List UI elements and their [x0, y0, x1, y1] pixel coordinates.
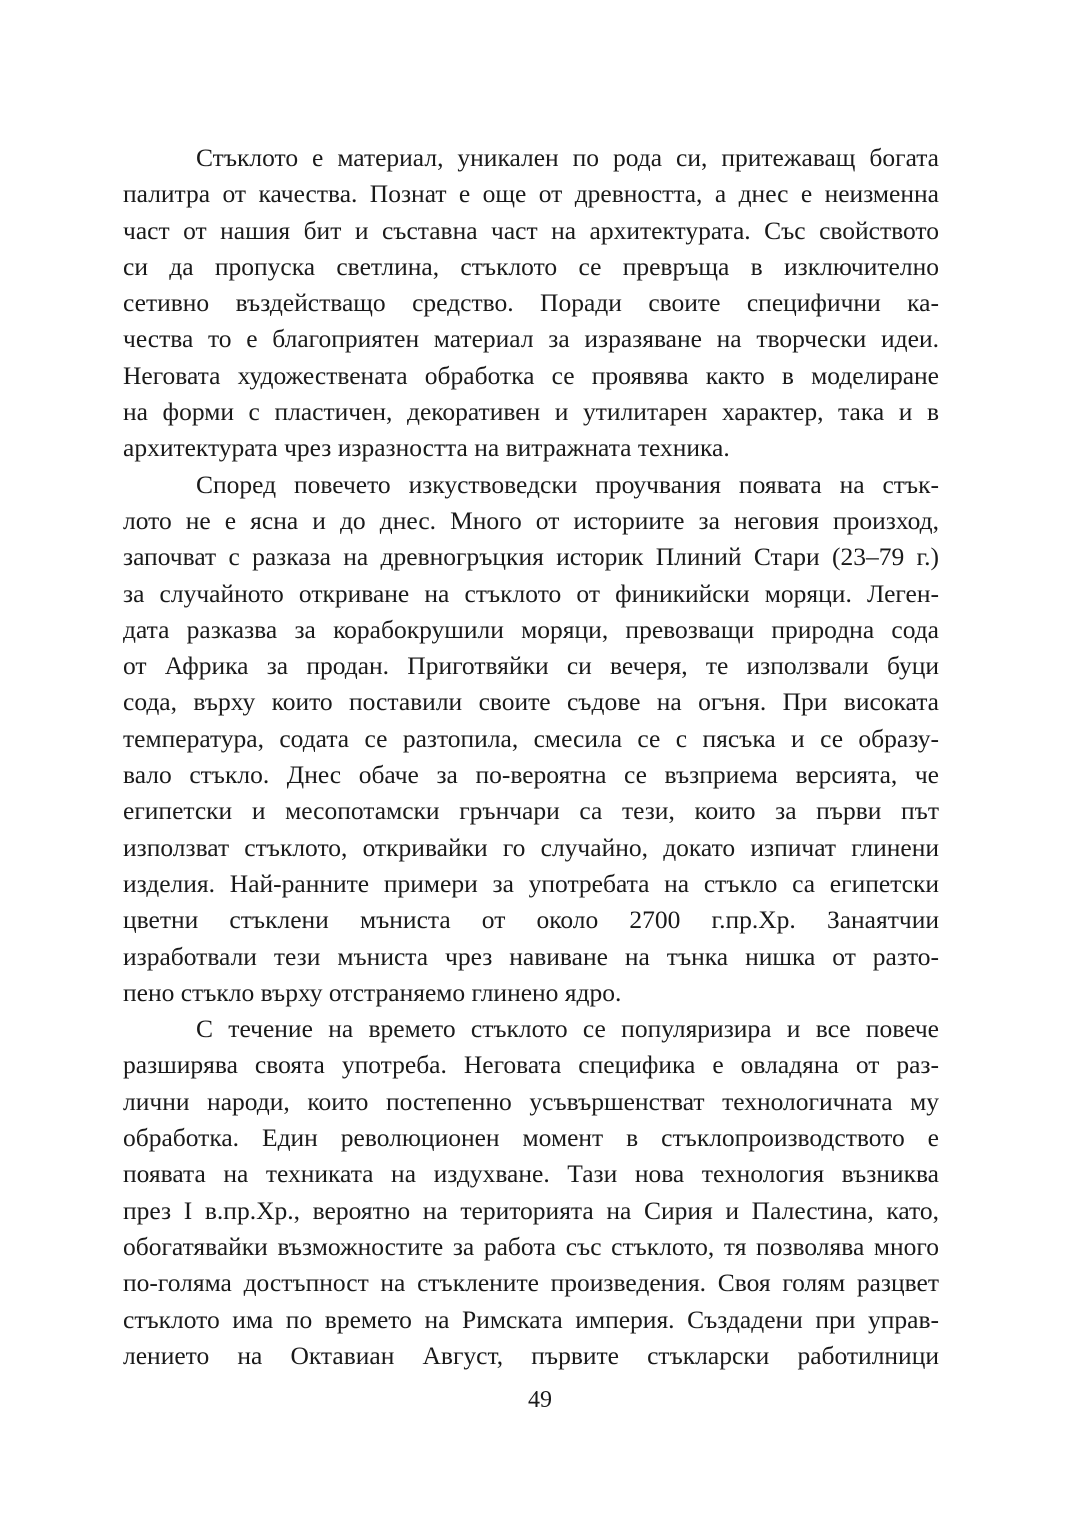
paragraph-2: [123, 467, 939, 1011]
text-line: разширява своята употреба. Неговата специфика е овладяна от раз-: [123, 1050, 939, 1080]
text-line: лични народи, които постепенно усъвършенстват технологичната му: [123, 1086, 939, 1116]
text-line: вало стъкло. Днес обаче за по-вероятна се възприема версията, че: [123, 760, 939, 790]
text-line: дата разказва за корабокрушили моряци, превозващи природна сода: [123, 614, 939, 644]
text-line: от Африка за продан. Приготвяйки си вечеря, те използвали буци: [123, 651, 939, 681]
page-number: 49: [528, 1387, 552, 1413]
text-line: температура, содата се разтопила, смесила се с пясъка и се образу-: [123, 723, 939, 753]
text-line: обогатявайки възможностите за работа със стъклото, тя позволява много: [123, 1231, 939, 1261]
text-line: на форми с пластичен, декоративен и утилитарен характер, така и в: [123, 397, 939, 427]
text-line: изделия. Най-ранните примери за употребата на стъкло са египетски: [123, 868, 939, 898]
paragraph-1: [123, 140, 939, 467]
text-line: част от нашия бит и съставна част на архитектурата. Със свойството: [123, 215, 939, 245]
text-line: С течение на времето стъклото се популяризира и все повече: [196, 1014, 939, 1044]
text-line: появата на техниката на издухване. Тази нова технология възниква: [123, 1159, 939, 1189]
text-line: Стъклото е материал, уникален по рода си, притежаващ богата: [196, 143, 939, 172]
text-line: египетски и месопотамски грънчари са тези, които за първи път: [123, 796, 939, 826]
text-line: сетивно въздействащо средство. Поради своите специфични ка-: [123, 288, 939, 318]
text-line: Според повечето изкуствоведски проучвания появата на стък-: [196, 469, 939, 499]
text-line: изработвали тези мъниста чрез навиване на тънка нишка от разто-: [123, 941, 939, 971]
text-line: си да пропуска светлина, стъклото се превръща в изключително: [123, 251, 939, 281]
text-line: пено стъкло върху отстраняемо глинено ядро.: [123, 977, 622, 1007]
text-line: палитра от качества. Познат е още от древността, а днес е неизменна: [123, 179, 939, 209]
text-line: стъклото има по времето на Римската империя. Създадени при управ-: [123, 1304, 939, 1334]
paragraph-3: [123, 1011, 939, 1374]
text-line: по-голяма достъпност на стъклените произведения. Своя голям разцвет: [123, 1268, 939, 1298]
text-line: сода, върху които поставили своите съдове на огъня. При високата: [123, 687, 939, 717]
text-line: използват стъклото, откривайки го случайно, докато изпичат глинени: [123, 832, 939, 862]
text-line: чества то е благоприятен материал за изразяване на творчески идеи.: [123, 324, 939, 354]
text-line: цветни стъклени мъниста от около 2700 г.пр.Хр. Занаятчии: [123, 905, 939, 935]
body-text: [123, 140, 939, 1374]
text-line: за случайното откриване на стъклото от финикийски моряци. Леген-: [123, 578, 939, 608]
text-line: Неговата художествената обработка се проявява както в моделиране: [123, 360, 939, 390]
text-line: лото не е ясна и до днес. Много от историите за неговия произход,: [123, 505, 939, 535]
text-line: започват с разказа на древногръцкия историк Плиний Стари (23–79 г.): [123, 542, 939, 572]
text-line: архитектурата чрез изразността на витражната техника.: [123, 433, 730, 463]
text-line: през I в.пр.Хр., вероятно на територията на Сирия и Палестина, като,: [123, 1195, 939, 1225]
text-line: обработка. Един революционен момент в стъклопроизводството е: [123, 1123, 939, 1153]
text-line: лението на Октавиан Август, първите стъкларски работилници: [123, 1340, 939, 1370]
